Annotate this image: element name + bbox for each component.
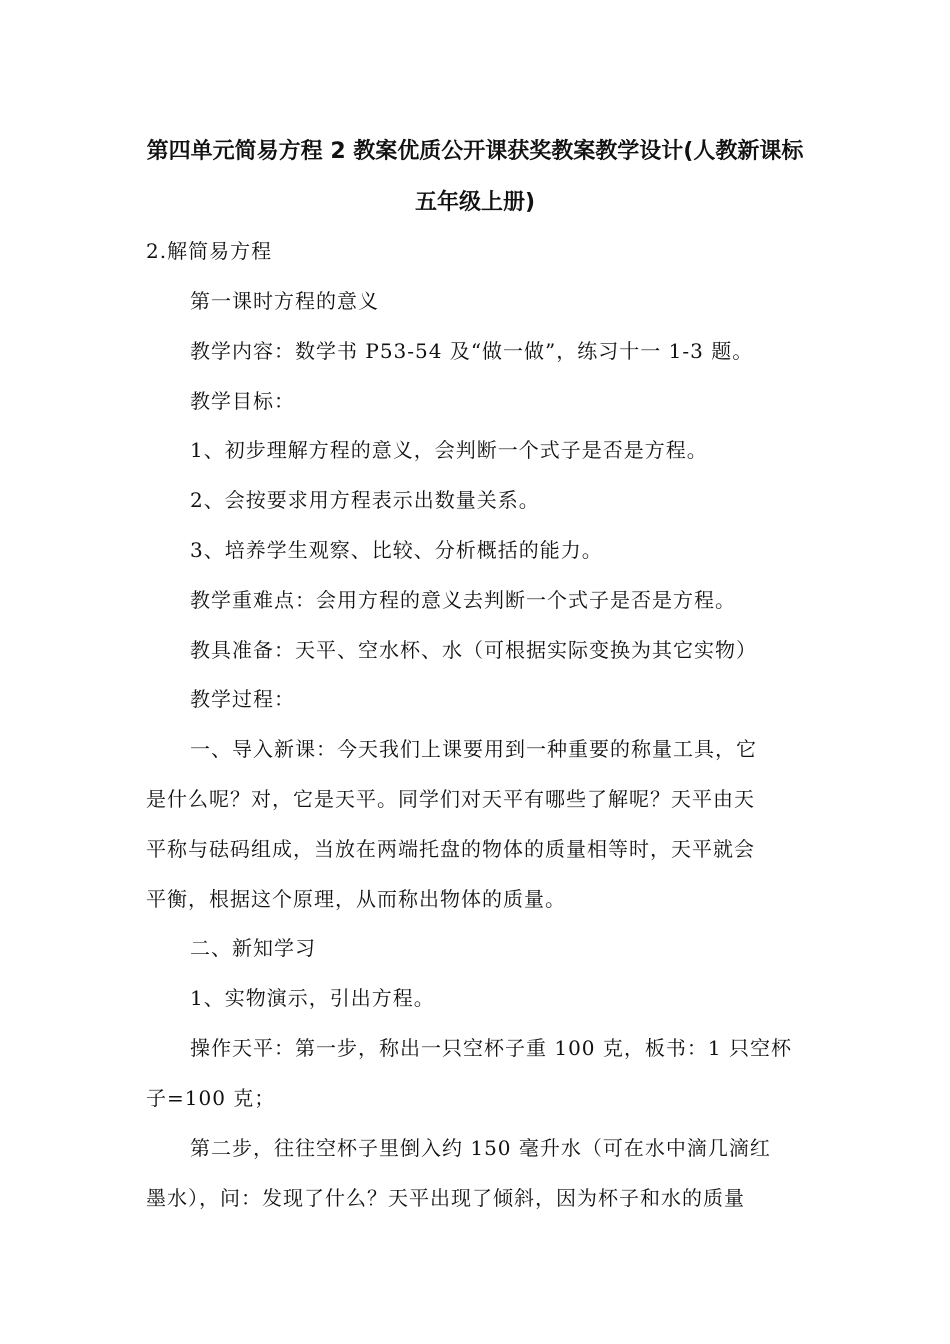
document-title-line-2: 五年级上册) <box>414 190 536 215</box>
goal-item-1: 1、初步理解方程的意义，会判断一个式子是否是方程。 <box>190 438 708 462</box>
step1-line-2: 子=100 克； <box>146 1086 276 1110</box>
lesson-heading: 第一课时方程的意义 <box>190 289 379 313</box>
teaching-tools: 教具准备：天平、空水杯、水（可根据实际变换为其它实物） <box>190 638 757 662</box>
step1-line-1: 操作天平：第一步，称出一只空杯子重 100 克，板书：1 只空杯 <box>190 1036 792 1060</box>
intro-paragraph-line-2: 是什么呢？对，它是天平。同学们对天平有哪些了解呢？天平由天 <box>146 787 755 811</box>
section-heading: 2.解简易方程 <box>146 239 273 263</box>
step2-line-2: 墨水），问：发现了什么？天平出现了倾斜，因为杯子和水的质量 <box>146 1186 745 1210</box>
process-heading: 教学过程： <box>190 687 295 711</box>
demo-heading: 1、实物演示，引出方程。 <box>190 986 435 1010</box>
goal-item-2: 2、会按要求用方程表示出数量关系。 <box>190 488 540 512</box>
document-title-line-1: 第四单元简易方程 2 教案优质公开课获奖教案教学设计(人教新课标 <box>146 139 804 164</box>
intro-paragraph-line-4: 平衡，根据这个原理，从而称出物体的质量。 <box>146 887 566 911</box>
goals-heading: 教学目标： <box>190 389 295 413</box>
intro-paragraph-line-3: 平称与砝码组成，当放在两端托盘的物体的质量相等时，天平就会 <box>146 837 755 861</box>
step2-line-1: 第二步，往往空杯子里倒入约 150 毫升水（可在水中滴几滴红 <box>190 1136 771 1160</box>
goal-item-3: 3、培养学生观察、比较、分析概括的能力。 <box>190 538 603 562</box>
teaching-content: 教学内容：数学书 P53-54 及“做一做”，练习十一 1-3 题。 <box>190 339 754 363</box>
key-point: 教学重难点：会用方程的意义去判断一个式子是否是方程。 <box>190 588 736 612</box>
new-knowledge-heading: 二、新知学习 <box>190 936 316 960</box>
intro-paragraph-line-1: 一、导入新课：今天我们上课要用到一种重要的称量工具，它 <box>190 737 757 761</box>
